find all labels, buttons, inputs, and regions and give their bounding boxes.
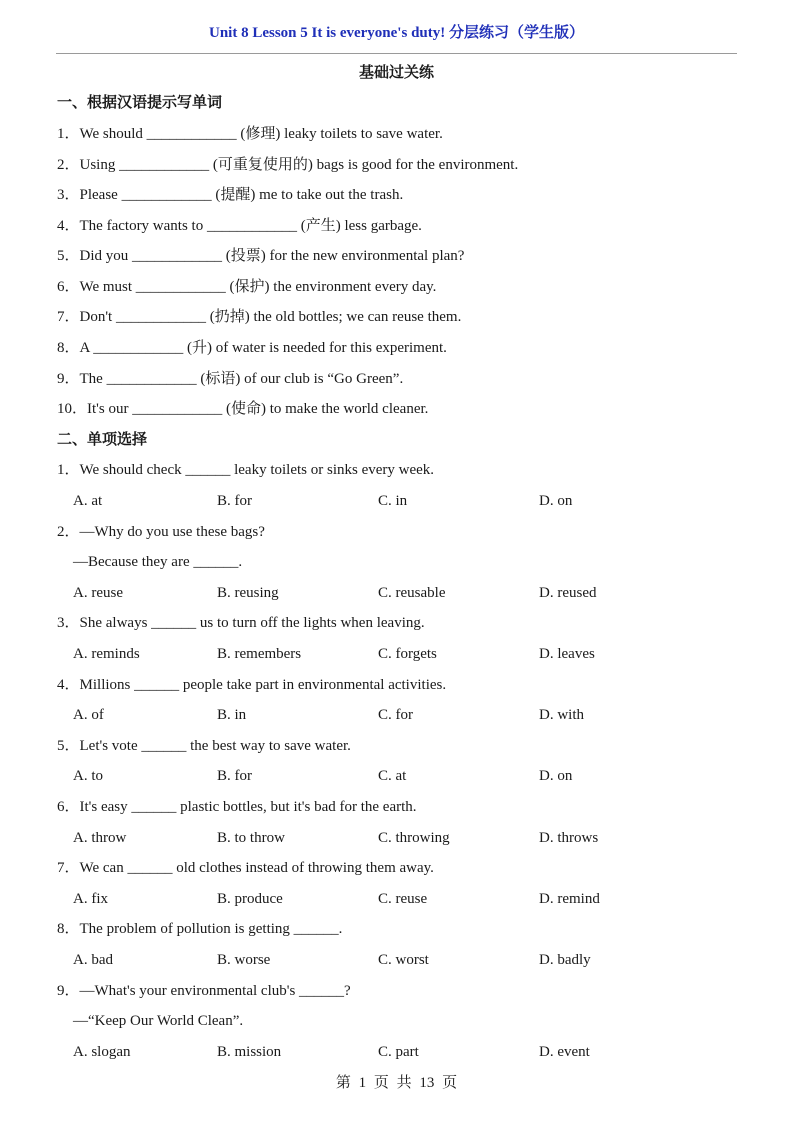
option-d: D. badly <box>539 952 591 968</box>
question-7-options <box>0 888 793 910</box>
option-d: D. throws <box>539 830 599 846</box>
fill-item-1 <box>57 123 443 145</box>
item-number: 10． <box>57 401 88 417</box>
item-text: Don't ____________ (扔掉) the old bottles; we can reuse them. <box>79 309 462 325</box>
question-9-options <box>0 1041 793 1063</box>
question-number: 2． <box>57 524 80 540</box>
item-number: 4． <box>57 218 80 234</box>
question-1 <box>57 459 434 481</box>
question-4 <box>57 674 446 696</box>
fill-item-6 <box>57 276 436 298</box>
question-9-reply: —“Keep Our World Clean”. <box>73 1013 244 1029</box>
fill-item-3 <box>57 184 403 206</box>
item-text: We must ____________ (保护) the environment every day. <box>79 279 437 295</box>
question-2 <box>57 521 265 543</box>
question-5 <box>57 735 351 757</box>
question-number: 3． <box>57 615 80 631</box>
fill-item-7 <box>57 306 461 328</box>
option-a: A. at <box>73 493 103 509</box>
option-c: C. in <box>378 493 408 509</box>
fill-item-5 <box>57 245 464 267</box>
part2-heading: 二、单项选择 <box>57 432 148 448</box>
option-c: C. throwing <box>378 830 450 846</box>
page-footer: 第 1 页 共 13 页 <box>335 1075 458 1091</box>
item-text: Please ____________ (提醒) me to take out the trash. <box>79 187 404 203</box>
question-8-options <box>0 949 793 971</box>
part1-heading: 一、根据汉语提示写单词 <box>57 95 223 111</box>
option-b: B. reusing <box>217 585 279 601</box>
fill-item-9 <box>57 368 403 390</box>
item-text: Using ____________ (可重复使用的) bags is good for the environment. <box>79 157 519 173</box>
option-b: B. for <box>217 768 252 784</box>
option-c: C. reusable <box>378 585 446 601</box>
option-b: B. worse <box>217 952 271 968</box>
question-2-reply: —Because they are ______. <box>73 554 243 570</box>
option-d: D. with <box>539 707 584 723</box>
item-text: We should ____________ (修理) leaky toilets to save water. <box>79 126 443 142</box>
question-5-options <box>0 765 793 787</box>
question-9 <box>57 980 351 1002</box>
option-b: B. to throw <box>217 830 285 846</box>
option-c: C. reuse <box>378 891 428 907</box>
question-3 <box>57 612 425 634</box>
option-d: D. event <box>539 1044 590 1060</box>
question-stem: —Why do you use these bags? <box>79 524 265 540</box>
question-4-options <box>0 704 793 726</box>
item-text: A ____________ (升) of water is needed for this experiment. <box>79 340 447 356</box>
question-number: 4． <box>57 677 80 693</box>
question-stem: We should check ______ leaky toilets or sinks every week. <box>79 462 435 478</box>
question-1-options <box>0 490 793 512</box>
item-number: 1． <box>57 126 80 142</box>
item-text: It's our ____________ (使命) to make the world cleaner. <box>87 401 429 417</box>
item-number: 2． <box>57 157 80 173</box>
page-header <box>56 20 737 54</box>
option-d: D. on <box>539 493 573 509</box>
item-number: 5． <box>57 248 80 264</box>
question-stem: Millions ______ people take part in environmental activities. <box>79 677 447 693</box>
question-8 <box>57 918 342 940</box>
header-title: Unit 8 Lesson 5 It is everyone's duty! 分层练习（学生版） <box>208 25 584 41</box>
option-b: B. for <box>217 493 252 509</box>
option-d: D. remind <box>539 891 600 907</box>
option-c: C. forgets <box>378 646 437 662</box>
option-a: A. reuse <box>73 585 123 601</box>
question-2-options <box>0 582 793 604</box>
question-number: 6． <box>57 799 80 815</box>
option-a: A. of <box>73 707 104 723</box>
fill-item-8 <box>57 337 447 359</box>
fill-item-10 <box>57 398 428 420</box>
item-number: 7． <box>57 309 80 325</box>
option-a: A. bad <box>73 952 113 968</box>
item-text: The factory wants to ____________ (产生) less garbage. <box>79 218 422 234</box>
option-a: A. fix <box>73 891 108 907</box>
option-c: C. part <box>378 1044 419 1060</box>
option-a: A. throw <box>73 830 127 846</box>
item-text: The ____________ (标语) of our club is “Go Green”. <box>79 371 404 387</box>
question-number: 7． <box>57 860 80 876</box>
option-b: B. in <box>217 707 247 723</box>
question-stem: The problem of pollution is getting ______. <box>79 921 343 937</box>
section-title: 基础过关练 <box>358 65 434 81</box>
item-number: 8． <box>57 340 80 356</box>
option-c: C. worst <box>378 952 429 968</box>
question-6 <box>57 796 417 818</box>
question-number: 1． <box>57 462 80 478</box>
question-6-options <box>0 827 793 849</box>
item-number: 3． <box>57 187 80 203</box>
option-d: D. leaves <box>539 646 595 662</box>
option-a: A. slogan <box>73 1044 131 1060</box>
option-b: B. mission <box>217 1044 282 1060</box>
question-number: 8． <box>57 921 80 937</box>
option-a: A. to <box>73 768 103 784</box>
item-number: 9． <box>57 371 80 387</box>
option-c: C. for <box>378 707 413 723</box>
option-b: B. remembers <box>217 646 302 662</box>
question-stem: She always ______ us to turn off the lights when leaving. <box>79 615 425 631</box>
question-3-options <box>0 643 793 665</box>
fill-item-2 <box>57 154 518 176</box>
question-stem: We can ______ old clothes instead of throwing them away. <box>79 860 434 876</box>
option-c: C. at <box>378 768 407 784</box>
question-number: 5． <box>57 738 80 754</box>
question-stem: It's easy ______ plastic bottles, but it's bad for the earth. <box>79 799 417 815</box>
question-stem: —What's your environmental club's ______? <box>79 983 351 999</box>
option-d: D. reused <box>539 585 597 601</box>
option-b: B. produce <box>217 891 283 907</box>
question-stem: Let's vote ______ the best way to save water. <box>79 738 351 754</box>
option-d: D. on <box>539 768 573 784</box>
question-7 <box>57 857 434 879</box>
item-number: 6． <box>57 279 80 295</box>
question-number: 9． <box>57 983 80 999</box>
option-a: A. reminds <box>73 646 140 662</box>
item-text: Did you ____________ (投票) for the new environmental plan? <box>79 248 465 264</box>
fill-item-4 <box>57 215 422 237</box>
